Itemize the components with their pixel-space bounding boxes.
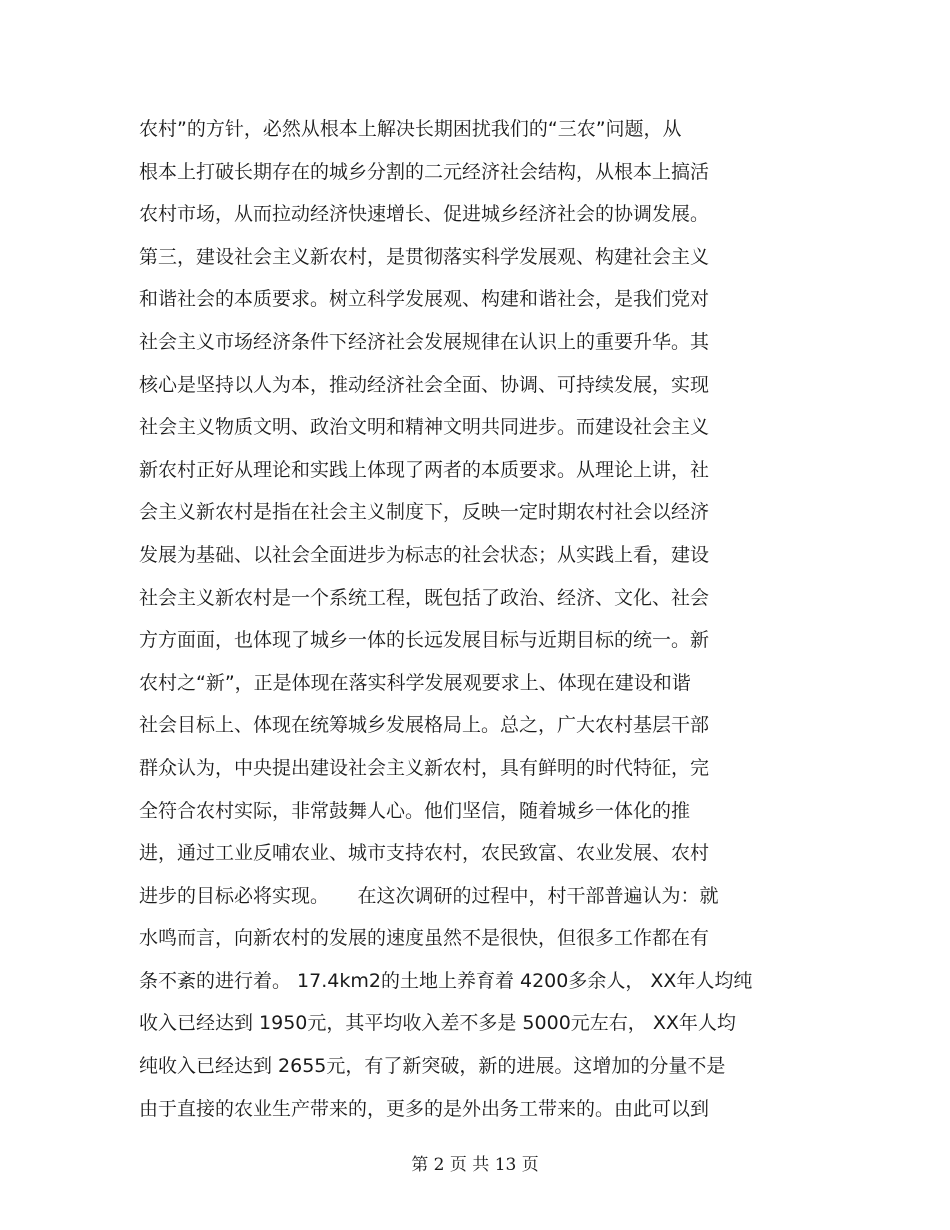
text-line: 农村市场，从而拉动经济快速增长、促进城乡经济社会的协调发展。 [139, 203, 710, 226]
text-line: 群众认为，中央提出建设社会主义新农村，具有鲜明的时代特征，完 [139, 756, 710, 779]
text-line: 根本上打破长期存在的城乡分割的二元经济社会结构，从根本上搞活 [139, 160, 710, 183]
text-line: 由于直接的农业生产带来的，更多的是外出务工带来的。由此可以到 [139, 1097, 710, 1120]
page-number-footer: 第 2 页 共 13 页 [411, 1155, 539, 1175]
body-text [139, 112, 839, 1134]
text-line: 社会主义物质文明、政治文明和精神文明共同进步。而建设社会主义 [139, 416, 710, 439]
text-line: 社会主义新农村是一个系统工程，既包括了政治、经济、文化、社会 [139, 586, 710, 609]
text-line: 农村之“新”，正是体现在落实科学发展观要求上、体现在建设和谐 [139, 671, 691, 694]
text-line: 农村”的方针，必然从根本上解决长期困扰我们的“三农”问题，从 [139, 118, 682, 140]
text-line: 核心是坚持以人为本，推动经济社会全面、协调、可持续发展，实现 [139, 373, 710, 396]
text-line: 第三，建设社会主义新农村，是贯彻落实科学发展观、构建社会主义 [139, 245, 710, 268]
text-line: 进，通过工业反哺农业、城市支持农村，农民致富、农业发展、农村 [139, 842, 710, 865]
text-line: 发展为基础、以社会全面进步为标志的社会状态；从实践上看，建设 [139, 543, 710, 566]
text-line: 会主义新农村是指在社会主义制度下，反映一定时期农村社会以经济 [139, 501, 710, 524]
text-line: 和谐社会的本质要求。树立科学发展观、构建和谐社会，是我们党对 [139, 288, 710, 311]
text-line: 新农村正好从理论和实践上体现了两者的本质要求。从理论上讲，社 [139, 458, 710, 481]
text-line: 进步的目标必将实现。 在这次调研的过程中，村干部普遍认为：就 [139, 884, 719, 907]
text-line: 纯收入已经达到 2655元，有了新突破，新的进展。这增加的分量不是 [139, 1055, 726, 1078]
text-line: 社会主义市场经济条件下经济社会发展规律在认识上的重要升华。其 [139, 330, 710, 353]
text-line: 方方面面，也体现了城乡一体的长远发展目标与近期目标的统一。新 [139, 629, 710, 652]
text-line: 收入已经达到 1950元，其平均收入差不多是 5000元左右， XX年人均 [139, 1012, 736, 1035]
text-line: 全符合农村实际，非常鼓舞人心。他们坚信，随着城乡一体化的推 [139, 799, 691, 822]
text-line: 水鸣而言，向新农村的发展的速度虽然不是很快，但很多工作都在有 [139, 927, 710, 950]
text-line: 条不紊的进行着。 17.4km2的土地上养育着 4200多余人， XX年人均纯 [139, 969, 753, 992]
text-line: 社会目标上、体现在统筹城乡发展格局上。总之，广大农村基层干部 [139, 714, 710, 737]
